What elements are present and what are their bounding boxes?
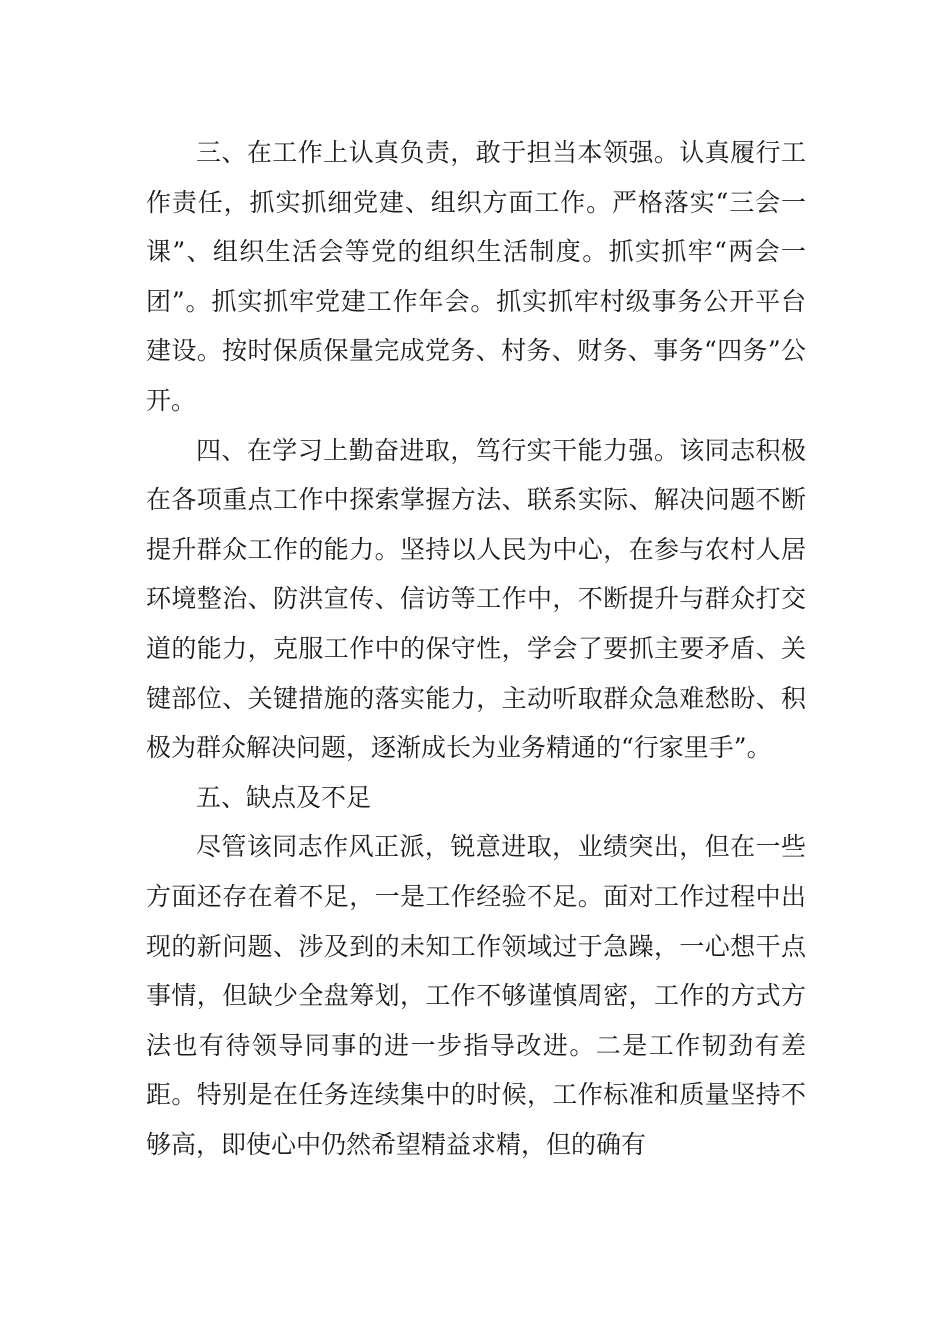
section-heading-shortcomings: 五、缺点及不足 bbox=[196, 782, 372, 812]
document-body bbox=[146, 128, 806, 1169]
paragraph-section-three: 三、在工作上认真负责，敢于担当本领强。认真履行工作责任，抓实抓细党建、组织方面工作。严格落实“三会一课”、组织生活会等党的组织生活制度。抓实抓牢“两会一团”。抓实抓牢党建工作年会。抓实抓牢村级事务公开平台建设。按时保质保量完成党务、村务、财务、事务“四务”公开。 bbox=[146, 138, 806, 415]
paragraph-shortcomings: 尽管该同志作风正派，锐意进取，业绩突出，但在一些方面还存在着不足，一是工作经验不足。面对工作过程中出现的新问题、涉及到的未知工作领域过于急躁，一心想干点事情，但缺少全盘筹划，工作不够谨慎周密，工作的方式方法也有待领导同事的进一步指导改进。二是工作韧劲有差距。特别是在任务连续集中的时候，工作标准和质量坚持不够高，即使心中仍然希望精益求精，但的确有 bbox=[146, 832, 806, 1159]
paragraph-section-four: 四、在学习上勤奋进取，笃行实干能力强。该同志积极在各项重点工作中探索掌握方法、联系实际、解决问题不断提升群众工作的能力。坚持以人民为中心，在参与农村人居环境整治、防洪宣传、信访等工作中，不断提升与群众打交道的能力，克服工作中的保守性，学会了要抓主要矛盾、关键部位、关键措施的落实能力，主动听取群众急难愁盼、积极为群众解决问题，逐渐成长为业务精通的“行家里手”。 bbox=[146, 435, 806, 763]
